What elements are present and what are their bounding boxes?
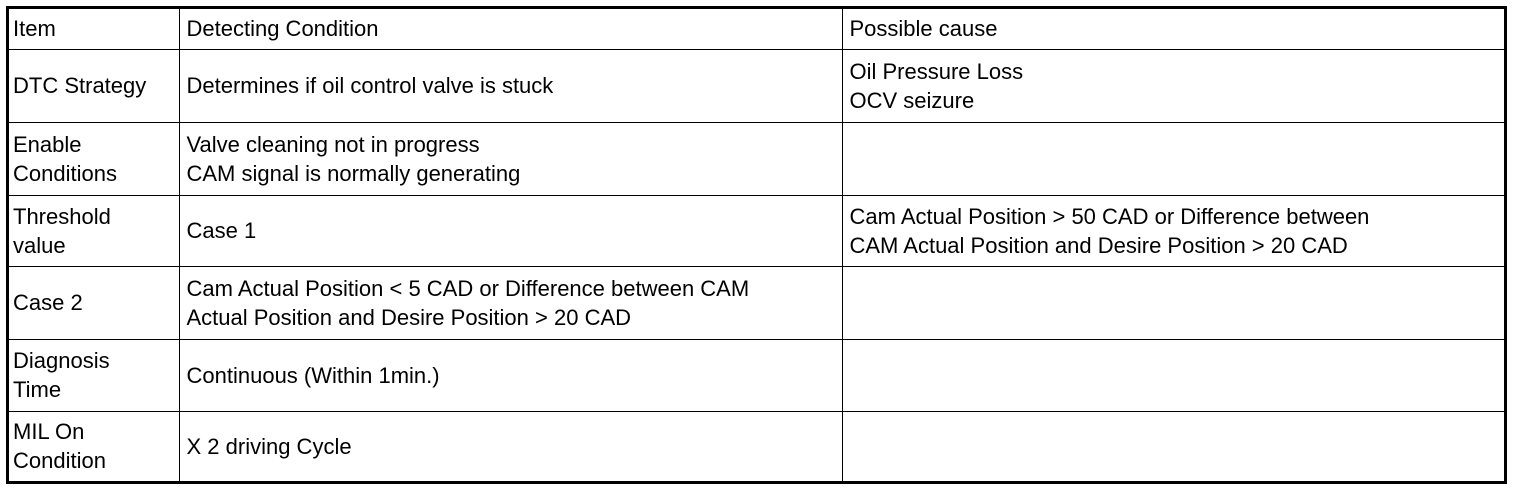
row-cause — [842, 411, 1504, 481]
row-item: Diagnosis Time — [9, 339, 179, 411]
header-item: Item — [9, 9, 179, 49]
row-condition: Valve cleaning not in progress CAM signal is normally generating — [179, 122, 842, 195]
dtc-table-frame — [6, 6, 1507, 484]
table-header-row — [9, 9, 1504, 49]
row-condition: Cam Actual Position < 5 CAD or Difference between CAM Actual Position and Desire Position > 20 CAD — [179, 266, 842, 339]
row-condition: Case 1 — [179, 195, 842, 266]
row-condition: Continuous (Within 1min.) — [179, 339, 842, 411]
row-condition: X 2 driving Cycle — [179, 411, 842, 481]
row-item: MIL On Condition — [9, 411, 179, 481]
row-item: Threshold value — [9, 195, 179, 266]
row-cause: Cam Actual Position > 50 CAD or Difference between CAM Actual Position and Desire Position > 20 CAD — [842, 195, 1504, 266]
row-item: DTC Strategy — [9, 49, 179, 122]
row-cause — [842, 339, 1504, 411]
row-cause: Oil Pressure Loss OCV seizure — [842, 49, 1504, 122]
table-row — [9, 122, 1504, 195]
table-row — [9, 339, 1504, 411]
table-row — [9, 266, 1504, 339]
table-row — [9, 411, 1504, 481]
table-row — [9, 49, 1504, 122]
table-row — [9, 195, 1504, 266]
header-detecting-condition: Detecting Condition — [179, 9, 842, 49]
row-cause — [842, 122, 1504, 195]
row-item: Case 2 — [9, 266, 179, 339]
row-cause — [842, 266, 1504, 339]
row-item: Enable Conditions — [9, 122, 179, 195]
dtc-table — [9, 9, 1504, 481]
header-possible-cause: Possible cause — [842, 9, 1504, 49]
row-condition: Determines if oil control valve is stuck — [179, 49, 842, 122]
